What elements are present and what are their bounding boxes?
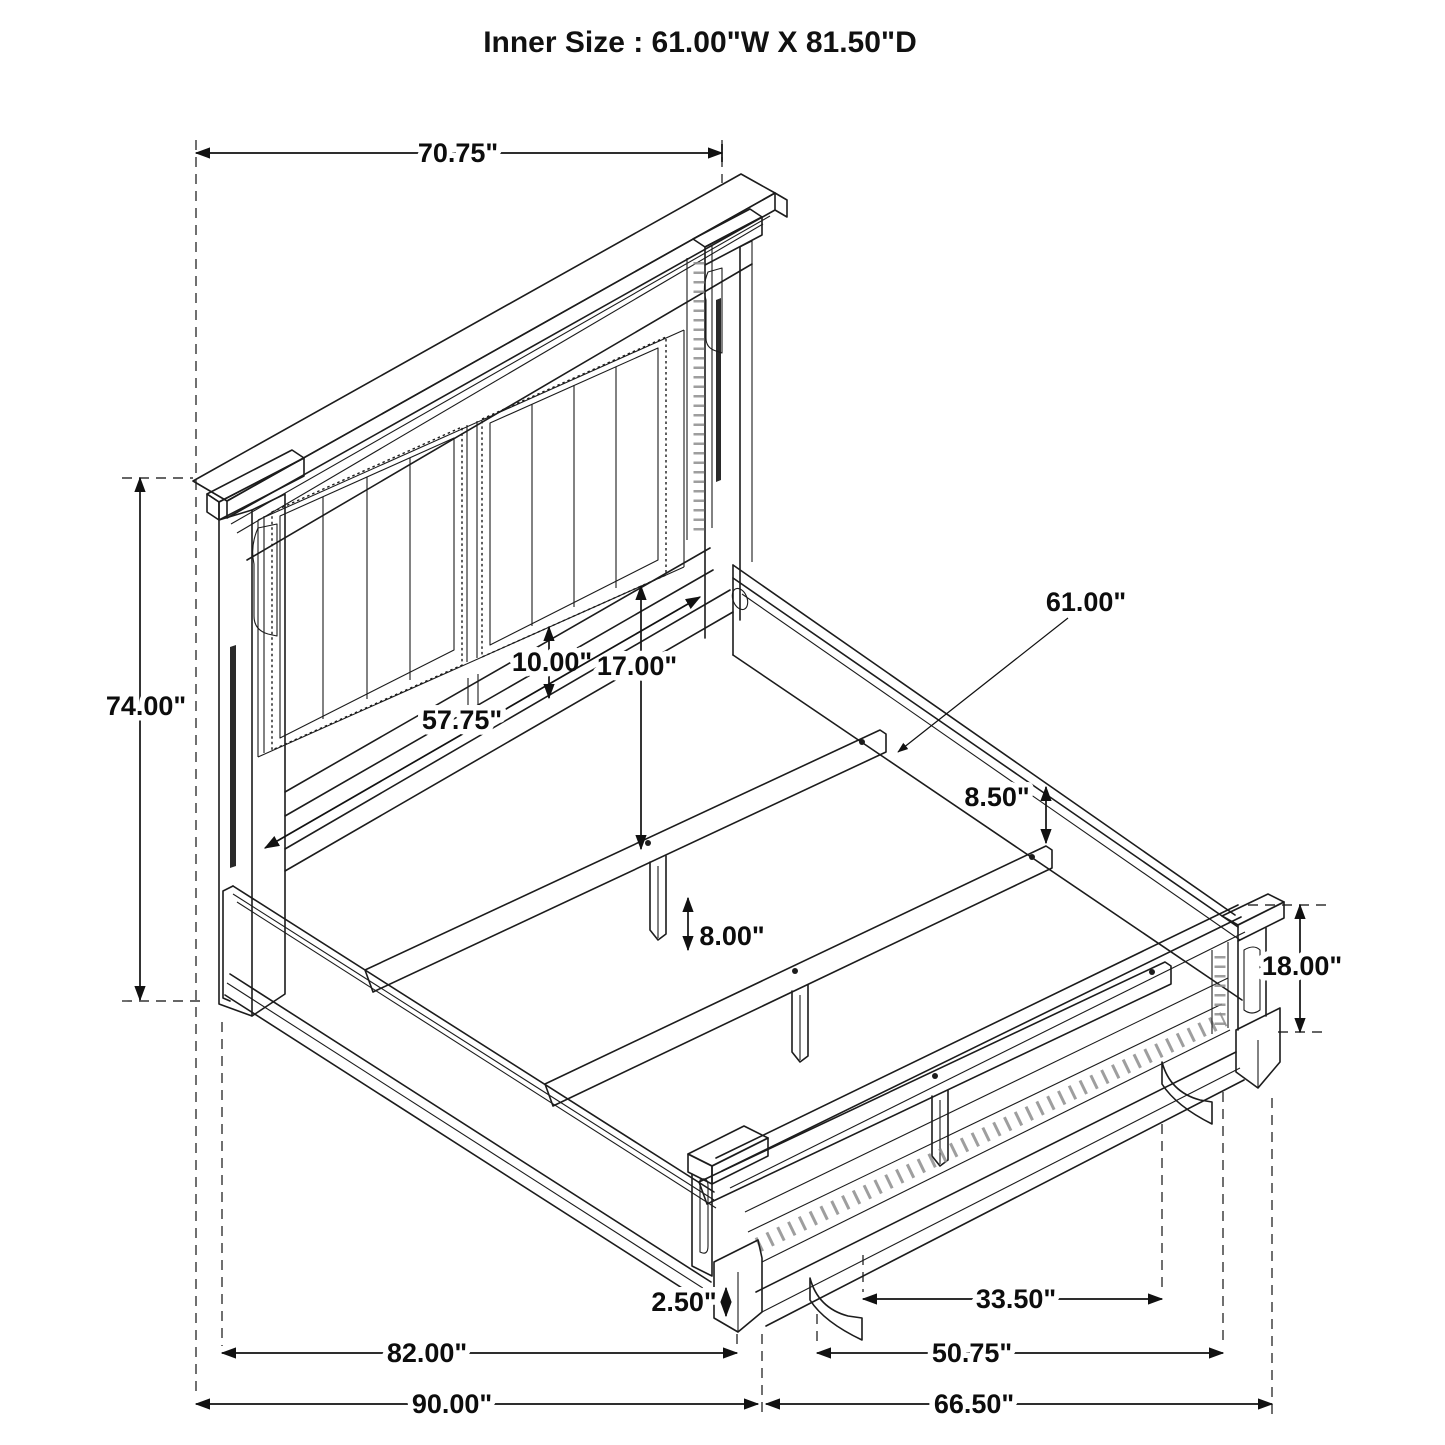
footboard-right-bracket xyxy=(1162,1062,1212,1124)
dim-label-panel-to-slat: 17.00" xyxy=(596,651,678,681)
slat-leg-3 xyxy=(932,1090,948,1166)
dim-label-headboard-height: 74.00" xyxy=(105,691,187,721)
dimension-slat-length xyxy=(898,587,1126,752)
dim-label-frame-length: 82.00" xyxy=(386,1338,468,1368)
dim-label-footboard-panel-width: 50.75" xyxy=(931,1338,1013,1368)
dim-label-rail-top-to-slat: 8.50" xyxy=(964,782,1030,812)
dim-label-headboard-width: 70.75" xyxy=(417,138,499,168)
dim-label-overall-length: 90.00" xyxy=(411,1389,493,1419)
headboard-panels xyxy=(258,330,684,757)
slat-1 xyxy=(365,730,886,992)
slat-leg-1 xyxy=(650,856,666,940)
dimension-extension-lines xyxy=(122,140,1328,1414)
dim-label-foot-height: 2.50" xyxy=(651,1287,717,1317)
dimension-foot-height xyxy=(651,1287,726,1317)
dim-label-panel-to-cleat: 10.00" xyxy=(511,647,593,677)
dim-label-overall-width: 66.50" xyxy=(933,1389,1015,1419)
dimension-headboard-panel-width xyxy=(265,597,700,848)
footboard xyxy=(688,894,1284,1340)
dimension-rail-top-to-slat xyxy=(964,782,1046,843)
headboard-bottom-rail xyxy=(285,548,733,871)
dim-label-bracket-span: 33.50" xyxy=(975,1284,1057,1314)
dim-label-footboard-height: 18.00" xyxy=(1261,951,1343,981)
dimension-footboard-panel-width xyxy=(817,1338,1223,1368)
dimension-frame-length xyxy=(222,1338,737,1368)
rope-molding xyxy=(748,1004,1230,1262)
slat-leg-2 xyxy=(792,985,808,1062)
dimension-slat-leg-height xyxy=(688,898,765,951)
left-side-rail xyxy=(223,886,716,1304)
dimension-overall-length xyxy=(196,1389,758,1419)
headboard-left-post xyxy=(219,494,285,1016)
dimension-overall-width xyxy=(766,1389,1272,1419)
dimension-headboard-height xyxy=(106,478,186,1000)
dimension-headboard-width xyxy=(196,138,722,168)
slat-2 xyxy=(545,846,1052,1106)
dimensions xyxy=(106,138,1342,1419)
dim-label-slat-length: 61.00" xyxy=(1045,587,1127,617)
dim-label-slat-leg-height: 8.00" xyxy=(699,921,765,951)
diagram-title: Inner Size : 61.00"W X 81.50"D xyxy=(483,26,917,59)
headboard xyxy=(193,174,787,1016)
footboard-left-bracket xyxy=(810,1278,862,1340)
dim-label-headboard-panel-width: 57.75" xyxy=(421,705,503,735)
dimension-bracket-span xyxy=(863,1284,1162,1314)
dimension-footboard-height xyxy=(1262,905,1342,1032)
dimension-panel-to-slat xyxy=(597,586,677,849)
